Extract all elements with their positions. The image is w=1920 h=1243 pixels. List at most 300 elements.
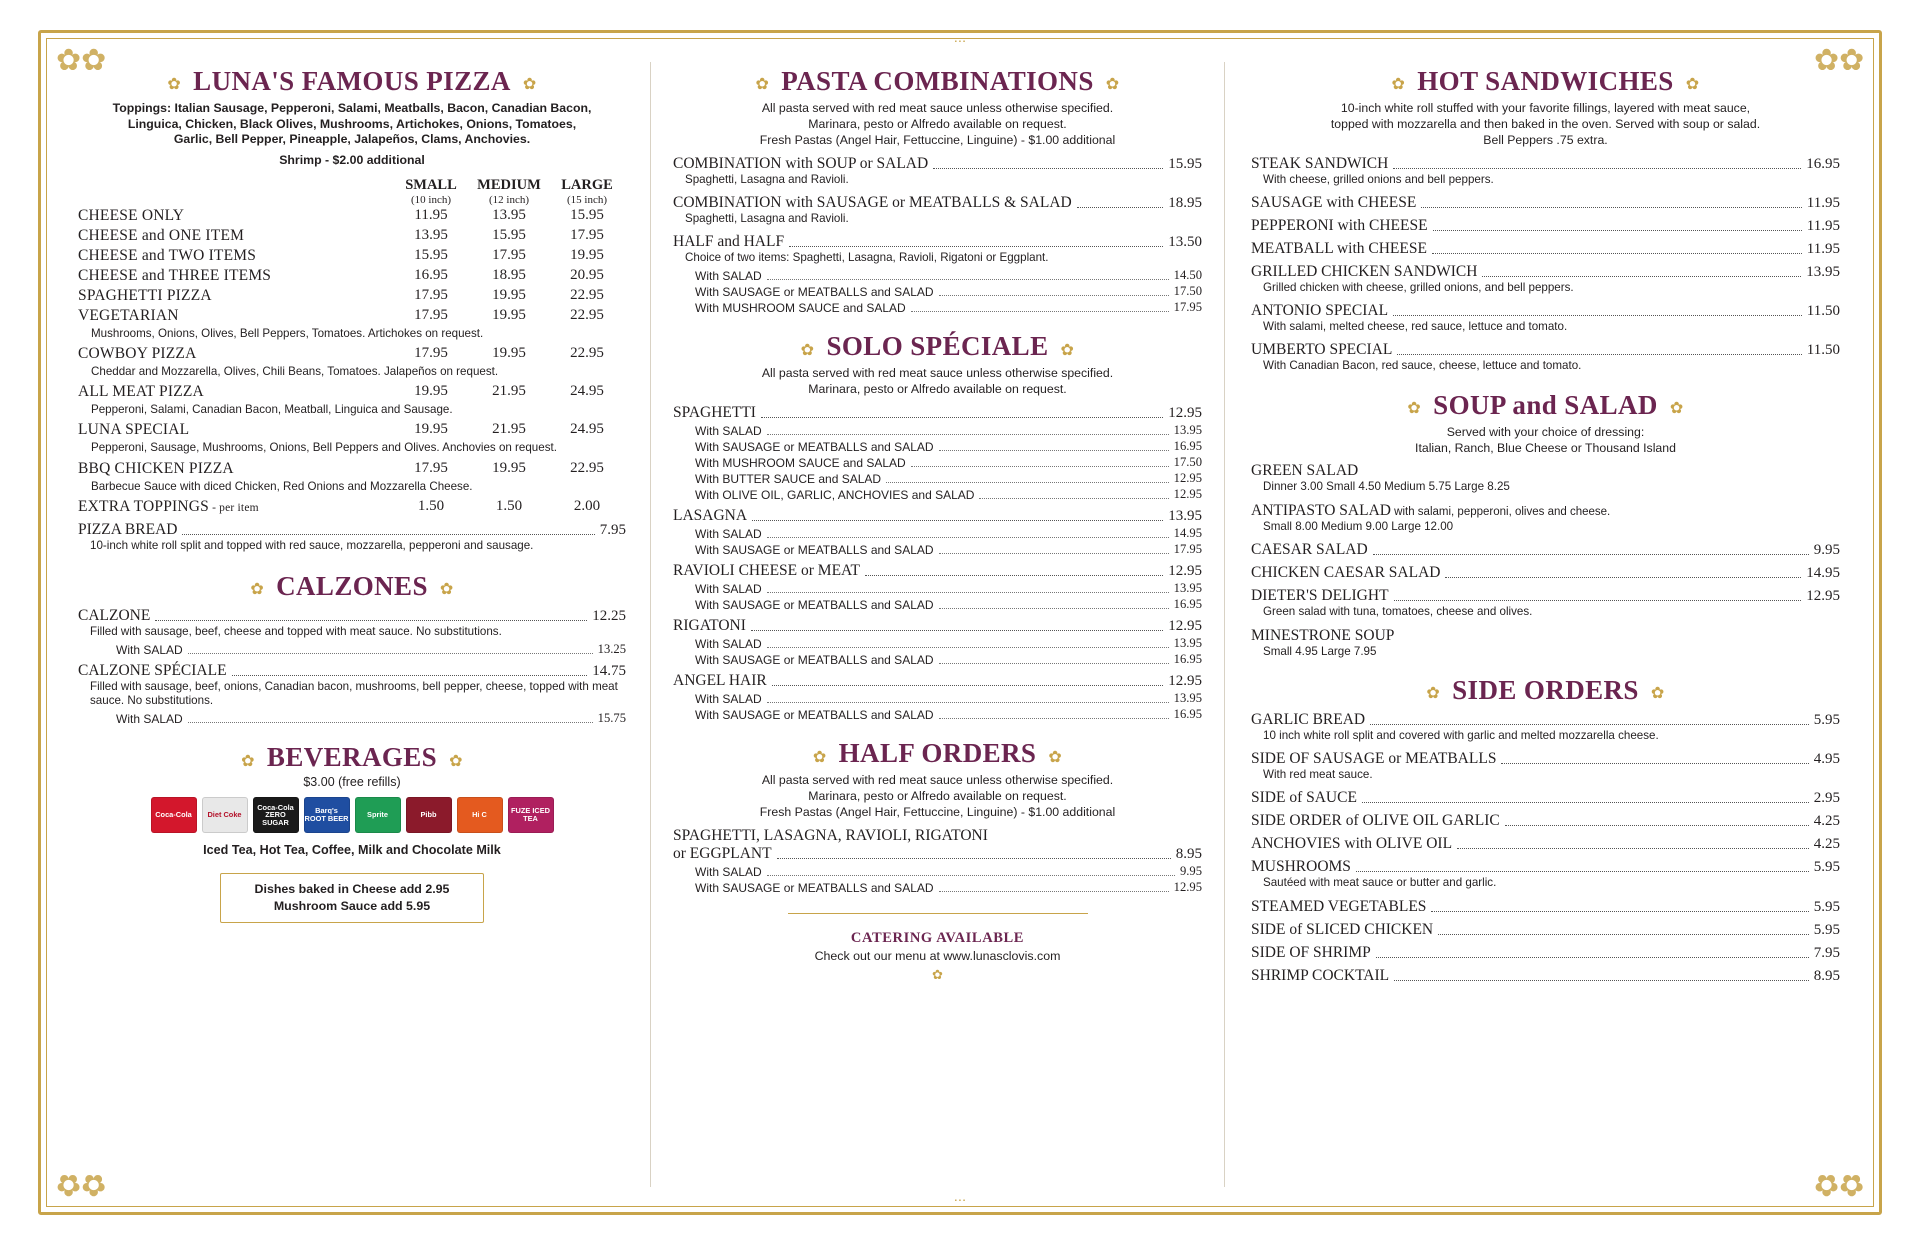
extras-box: Dishes baked in Cheese add 2.95 Mushroom Sauce add 5.95 xyxy=(220,873,484,922)
section-title-solo-speciale: ✿ SOLO SPÉCIALE ✿ xyxy=(673,331,1202,362)
dot-leader xyxy=(789,245,1163,247)
menu-item-side xyxy=(1251,789,1840,807)
menu-item-salad xyxy=(1251,502,1840,520)
subitem-price: 15.75 xyxy=(597,711,626,726)
menu-item-solo xyxy=(673,562,1202,580)
pizza-price: 24.95 xyxy=(570,421,604,438)
subitem-price: 13.95 xyxy=(1173,423,1202,438)
subitem-label: With SALAD xyxy=(695,865,762,880)
subitem-label: With SALAD xyxy=(695,692,762,707)
menu-item-sandwich xyxy=(1251,240,1840,258)
item-description: Cheddar and Mozzarella, Olives, Chili Beans, Tomatoes. Jalapeños on request. xyxy=(91,365,499,379)
beverage-logo-fuze-tea: FUZE ICED TEA xyxy=(508,797,554,833)
corner-flourish-icon: ✿✿ xyxy=(56,1168,107,1201)
menu-item-calzone xyxy=(78,662,626,680)
menu-item-sandwich xyxy=(1251,217,1840,235)
subitem-label: With SALAD xyxy=(695,269,762,284)
item-name: ANGEL HAIR xyxy=(673,672,767,690)
subitem-label: With SALAD xyxy=(695,527,762,542)
item-description: With red meat sauce. xyxy=(1263,768,1373,782)
subitem-label: With MUSHROOM SAUCE and SALAD xyxy=(695,301,906,316)
pizza-name: CHEESE and TWO ITEMS xyxy=(78,246,257,264)
hot-sandwich-notes: 10-inch white roll stuffed with your favorite fillings, layered with meat sauce, topped with mozzarella and then baked in the oven. Served with soup or salad. Bell Peppers .75 extra. xyxy=(1330,101,1761,147)
menu-subitem xyxy=(673,636,1202,651)
table-row xyxy=(78,246,626,266)
pizza-price: 19.95 xyxy=(492,345,526,362)
item-price: 11.50 xyxy=(1806,342,1840,359)
table-row xyxy=(78,226,626,246)
dot-leader xyxy=(1505,824,1809,826)
menu-subitem xyxy=(673,691,1202,706)
pizza-price: 22.95 xyxy=(570,459,604,476)
item-name: RAVIOLI CHEESE or MEAT xyxy=(673,562,860,580)
table-row xyxy=(78,286,626,306)
item-price: 12.95 xyxy=(1168,405,1202,422)
pizza-name: EXTRA TOPPINGS - per item xyxy=(78,497,259,515)
dot-leader xyxy=(1370,723,1809,725)
col-header-medium: MEDIUM (12 inch) xyxy=(477,176,541,206)
menu-subitem xyxy=(673,526,1202,541)
subitem-price: 16.95 xyxy=(1173,652,1202,667)
item-name: MINESTRONE SOUP xyxy=(1251,626,1395,644)
item-description: Grilled chicken with cheese, grilled onions, and bell peppers. xyxy=(1263,281,1574,295)
pizza-name: CHEESE and ONE ITEM xyxy=(78,226,245,244)
pizza-price: 15.95 xyxy=(570,206,604,223)
pizza-price: 17.95 xyxy=(414,459,448,476)
dot-leader xyxy=(761,416,1163,418)
dot-leader xyxy=(155,619,587,621)
dot-leader xyxy=(1356,870,1809,872)
item-price: 12.25 xyxy=(592,607,626,624)
item-description: 10-inch white roll split and topped with red sauce, mozzarella, pepperoni and sausage. xyxy=(90,538,534,552)
menu-item-solo xyxy=(673,672,1202,690)
menu-item-pasta-combination xyxy=(673,194,1202,212)
menu-item-side xyxy=(1251,750,1840,768)
beverage-logo-barq-s-root-beer: Barq's ROOT BEER xyxy=(304,797,350,833)
pizza-price: 21.95 xyxy=(492,421,526,438)
item-description: Barbecue Sauce with diced Chicken, Red Onions and Mozzarella Cheese. xyxy=(91,479,473,493)
dot-leader xyxy=(1482,275,1801,277)
item-name: SAUSAGE with CHEESE xyxy=(1251,194,1417,212)
subitem-price: 12.95 xyxy=(1173,487,1202,502)
item-name: STEAMED VEGETABLES xyxy=(1251,897,1427,915)
dot-leader xyxy=(1376,956,1809,958)
subitem-price: 14.50 xyxy=(1173,268,1202,283)
menu-subitem xyxy=(673,455,1202,470)
menu-subitem xyxy=(673,423,1202,438)
dot-leader xyxy=(767,701,1169,703)
dot-leader xyxy=(767,278,1169,280)
item-name: RIGATONI xyxy=(673,617,746,635)
dot-leader xyxy=(188,652,593,654)
menu-item-side xyxy=(1251,835,1840,853)
menu-item-side xyxy=(1251,921,1840,939)
col-header-small: SMALL (10 inch) xyxy=(405,176,457,206)
corner-flourish-icon: ✿✿ xyxy=(1813,44,1864,77)
dot-leader xyxy=(911,465,1169,467)
dot-leader xyxy=(1421,206,1801,208)
menu-item-sandwich xyxy=(1251,155,1840,173)
item-description: Mushrooms, Onions, Olives, Bell Peppers, Tomatoes. Artichokes on request. xyxy=(91,326,484,340)
pizza-name: ALL MEAT PIZZA xyxy=(78,383,204,401)
item-name: CAESAR SALAD xyxy=(1251,541,1368,559)
dot-leader xyxy=(939,717,1169,719)
col-header-large: LARGE (15 inch) xyxy=(561,176,613,206)
item-description: 10 inch white roll split and covered with garlic and melted mozzarella cheese. xyxy=(1263,729,1659,743)
subitem-price: 17.50 xyxy=(1173,455,1202,470)
item-name: COMBINATION with SOUP or SALAD xyxy=(673,154,929,172)
menu-item-sandwich xyxy=(1251,263,1840,281)
pizza-price: 19.95 xyxy=(414,383,448,400)
item-price: 16.95 xyxy=(1806,155,1840,172)
table-row xyxy=(78,459,626,479)
corner-flourish-icon: ✿✿ xyxy=(1813,1168,1864,1201)
item-price: 13.95 xyxy=(1168,508,1202,525)
pizza-price: 15.95 xyxy=(492,226,526,243)
subitem-label: With OLIVE OIL, GARLIC, ANCHOVIES and SALAD xyxy=(695,488,975,503)
column-center: ✿ PASTA COMBINATIONS ✿ All pasta served with red meat sauce unless otherwise specified. Marinara, pesto or Alfredo available on request. Fresh Pastas (Angel Hair, Fettuccine, Linguine) - $1.00 additional COMBINATION with SOUP or SALAD 15.95 Spaghetti, Lasagna and Ravioli. COMBINATION with SAUSAGE or MEATBALLS & SALAD 18.95 Spaghetti, Lasagna and Ravioli. HALF and HALF 13.50 Choice of two items: Spaghetti, Lasagna, Ravioli, Rigatoni or Eggplant. With SALAD 14.50 With SAUSAGE or MEATBALLS and SALAD 17.50 With MUSHROOM SAUCE and SALAD 17.95 ✿ SOLO SPÉCIALE ✿ All pasta served with red meat sauce unless otherwise specified. Marinara, pesto or Alfredo available on request. SPAGHETTI 12.95 With SALAD 13.95 With SAUSAGE or MEATBALLS and SALAD 16.95 With MUSHROOM SAUCE and SALAD 17.50 With BUTTER SAUCE and SALAD 12.95 With OLIVE OIL, GARLIC, ANCHOVIES and SALAD 12.95 LASAGNA 13.95 With SALAD 14.95 With SAUSAGE or MEATBALLS and SALAD 17.95 RAVIOLI CHEESE or MEAT 12.95 With SALAD 13.95 With SAUSAGE or MEATBALLS and SALAD 16.95 RIGATONI 12.95 With SALAD 13.95 With SAUSAGE or MEATBALLS and SALAD 16.95 ANGEL HAIR 12.95 With SALAD 13.95 With SAUSAGE or MEATBALLS and SALAD 16.95 ✿ HALF ORDERS ✿ All pasta served with red meat sauce unless otherwise specified. Marinara, pesto or Alfredo available on request. Fresh Pastas (Angel Hair, Fettuccine, Linguine) - $1.00 additional SPAGHETTI, LASAGNA, RAVIOLI, RIGATONI or EGGPLANT 8.95 With SALAD 9.95 With SAUSAGE or MEATBALLS and SALAD 12.95 CATERING AVAILABLE Check out our menu at www.lunasclovis.com ✿ xyxy=(650,62,1225,1187)
item-name: HALF and HALF xyxy=(673,233,785,251)
subitem-price: 17.95 xyxy=(1173,300,1202,315)
menu-item-sandwich xyxy=(1251,341,1840,359)
dot-leader xyxy=(182,533,594,535)
item-price: 5.95 xyxy=(1813,898,1840,915)
table-header-row xyxy=(78,175,626,206)
subitem-price: 13.95 xyxy=(1173,581,1202,596)
flourish-icon: ✿ xyxy=(250,579,265,599)
menu-item-side xyxy=(1251,967,1840,985)
pizza-price: 19.95 xyxy=(492,286,526,303)
item-price: 4.25 xyxy=(1813,813,1840,830)
menu-item-sandwich xyxy=(1251,194,1840,212)
dot-leader xyxy=(1438,933,1809,935)
pizza-toppings-note: Toppings: Italian Sausage, Pepperoni, Salami, Meatballs, Bacon, Canadian Bacon, Linguica, Chicken, Black Olives, Mushrooms, Artichokes, Onions, Tomatoes, Garlic, Bell Pepper, Pineapple, Jalapeños, Clams, Anchovies. Shrimp - $2.00 additional xyxy=(112,101,592,168)
item-price: 15.95 xyxy=(1168,155,1202,172)
pizza-price: 17.95 xyxy=(414,345,448,362)
item-price: 2.95 xyxy=(1813,790,1840,807)
bottom-ornament-icon: ⋅⋅⋅ xyxy=(953,1193,967,1208)
table-row xyxy=(78,344,626,364)
pizza-price: 19.95 xyxy=(414,421,448,438)
menu-subitem xyxy=(673,300,1202,315)
top-ornament-icon: ⋅⋅⋅ xyxy=(953,34,967,49)
menu-item-solo xyxy=(673,404,1202,422)
item-description: Choice of two items: Spaghetti, Lasagna, Ravioli, Rigatoni or Eggplant. xyxy=(685,251,1049,265)
dot-leader xyxy=(1397,353,1801,355)
menu-subitem xyxy=(673,581,1202,596)
pizza-price: 22.95 xyxy=(570,345,604,362)
menu-item-side xyxy=(1251,858,1840,876)
item-name: SIDE ORDER of OLIVE OIL GARLIC xyxy=(1251,812,1500,830)
section-title-pizza: ✿ LUNA'S FAMOUS PIZZA ✿ xyxy=(78,66,626,97)
column-right xyxy=(1225,62,1850,1187)
item-description: Pepperoni, Sausage, Mushrooms, Onions, Bell Peppers and Olives. Anchovies on request. xyxy=(91,441,557,455)
item-name: SHRIMP COCKTAIL xyxy=(1251,966,1390,984)
flourish-icon: ✿ xyxy=(1060,339,1075,359)
dot-leader xyxy=(767,874,1175,876)
subitem-label: With BUTTER SAUCE and SALAD xyxy=(695,472,882,487)
menu-subitem xyxy=(673,471,1202,486)
menu-item-solo xyxy=(673,617,1202,635)
menu-subitem xyxy=(673,284,1202,299)
menu-item-calzone xyxy=(78,607,626,625)
pizza-price: 17.95 xyxy=(570,226,604,243)
subitem-label: With SAUSAGE or MEATBALLS and SALAD xyxy=(695,440,934,455)
dot-leader xyxy=(751,629,1163,631)
flourish-icon: ✿ xyxy=(812,746,827,766)
dot-leader xyxy=(939,890,1169,892)
pizza-price: 1.50 xyxy=(417,497,445,514)
subitem-label: With MUSHROOM SAUCE and SALAD xyxy=(695,456,906,471)
subitem-label: With SALAD xyxy=(116,642,183,657)
pizza-price: 13.95 xyxy=(492,206,526,223)
item-description: Green salad with tuna, tomatoes, cheese and olives. xyxy=(1263,605,1533,619)
item-name: SPAGHETTI xyxy=(673,404,756,422)
menu-subitem xyxy=(673,880,1202,895)
pizza-price: 2.00 xyxy=(573,497,601,514)
dot-leader xyxy=(1373,553,1809,555)
table-row xyxy=(78,497,626,517)
item-price: 11.95 xyxy=(1806,218,1840,235)
beverages-other-note: Iced Tea, Hot Tea, Coffee, Milk and Chocolate Milk xyxy=(203,843,501,858)
item-name: LASAGNA xyxy=(673,507,748,525)
item-price: 12.95 xyxy=(1806,588,1840,605)
pizza-name: SPAGHETTI PIZZA xyxy=(78,286,212,304)
subitem-price: 16.95 xyxy=(1173,439,1202,454)
subitem-price: 12.95 xyxy=(1173,471,1202,486)
dot-leader xyxy=(939,449,1169,451)
dot-leader xyxy=(1394,599,1802,601)
flourish-icon: ✿ xyxy=(755,74,770,94)
pizza-price: 11.95 xyxy=(414,206,448,223)
item-description: Sautéed with meat sauce or butter and garlic. xyxy=(1263,876,1497,890)
item-name: STEAK SANDWICH xyxy=(1251,154,1389,172)
table-row xyxy=(78,382,626,402)
item-price: 11.50 xyxy=(1806,303,1840,320)
dot-leader xyxy=(232,674,588,676)
beverage-logo-pibb-xtra: Pibb xyxy=(406,797,452,833)
pizza-price: 22.95 xyxy=(570,286,604,303)
item-name: GREEN SALAD xyxy=(1251,462,1359,480)
item-price: 11.95 xyxy=(1806,195,1840,212)
menu-item-pizza-bread: PIZZA BREAD 7.95 xyxy=(78,520,626,538)
flourish-icon: ✿ xyxy=(1105,74,1120,94)
menu-item-salad xyxy=(1251,587,1840,605)
section-title-calzones: ✿ CALZONES ✿ xyxy=(78,571,626,602)
dot-leader xyxy=(188,721,593,723)
item-description: With cheese, grilled onions and bell peppers. xyxy=(1263,172,1494,186)
item-description: With salami, melted cheese, red sauce, lettuce and tomato. xyxy=(1263,320,1568,334)
menu-item-side xyxy=(1251,898,1840,916)
item-price: 18.95 xyxy=(1168,195,1202,212)
table-row xyxy=(78,306,626,326)
pizza-price: 19.95 xyxy=(570,246,604,263)
catering-block xyxy=(673,913,1202,983)
pizza-price: 24.95 xyxy=(570,383,604,400)
subitem-label: With SALAD xyxy=(695,637,762,652)
dot-leader xyxy=(1445,576,1801,578)
item-price: 12.95 xyxy=(1168,563,1202,580)
catering-title: CATERING AVAILABLE xyxy=(850,930,1025,947)
pizza-name: VEGETARIAN xyxy=(78,306,179,324)
menu-item-sandwich xyxy=(1251,302,1840,320)
dot-leader xyxy=(1393,167,1801,169)
pizza-price: 18.95 xyxy=(492,266,526,283)
table-row xyxy=(78,266,626,286)
menu-item-side xyxy=(1251,812,1840,830)
menu-subitem xyxy=(673,487,1202,502)
pizza-name: CHEESE ONLY xyxy=(78,206,185,224)
subitem-price: 13.95 xyxy=(1173,636,1202,651)
divider xyxy=(788,913,1088,924)
pizza-price: 22.95 xyxy=(570,306,604,323)
item-description: With Canadian Bacon, red sauce, cheese, lettuce and tomato. xyxy=(1263,359,1582,373)
soup-salad-notes: Served with your choice of dressing: Italian, Ranch, Blue Cheese or Thousand Island xyxy=(1415,424,1676,455)
item-price: 4.95 xyxy=(1813,751,1840,768)
subitem-label: With SAUSAGE or MEATBALLS and SALAD xyxy=(695,285,934,300)
flourish-icon: ✿ xyxy=(522,74,537,94)
menu-item-half-orders: SPAGHETTI, LASAGNA, RAVIOLI, RIGATONI xyxy=(673,827,988,845)
pizza-price: 19.95 xyxy=(492,306,526,323)
dot-leader xyxy=(1362,801,1809,803)
beverages-price-note: $3.00 (free refills) xyxy=(303,775,401,790)
flourish-icon: ✿ xyxy=(1391,74,1406,94)
pizza-price-table xyxy=(78,175,626,517)
item-name: SIDE of SAUCE xyxy=(1251,789,1357,807)
subitem-price: 9.95 xyxy=(1179,864,1202,879)
item-description: Filled with sausage, beef, cheese and topped with meat sauce. No substitutions. xyxy=(90,624,502,638)
section-title-soup-salad: ✿ SOUP and SALAD ✿ xyxy=(1251,390,1840,421)
item-price: 5.95 xyxy=(1813,859,1840,876)
item-name: COMBINATION with SAUSAGE or MEATBALLS & SALAD xyxy=(673,194,1072,212)
subitem-price: 16.95 xyxy=(1173,707,1202,722)
flourish-icon: ✿ xyxy=(800,339,815,359)
item-price: 12.95 xyxy=(1168,618,1202,635)
pizza-price: 19.95 xyxy=(492,459,526,476)
menu-subitem xyxy=(673,268,1202,283)
item-name: DIETER'S DELIGHT xyxy=(1251,587,1389,605)
pasta-notes: All pasta served with red meat sauce unless otherwise specified. Marinara, pesto or Alfredo available on request. Fresh Pastas (Angel Hair, Fettuccine, Linguine) - $1.00 additional xyxy=(759,101,1116,147)
solo-notes: All pasta served with red meat sauce unless otherwise specified. Marinara, pesto or Alfredo available on request. xyxy=(761,366,1114,397)
dot-leader xyxy=(767,536,1169,538)
item-price: 7.95 xyxy=(1813,944,1840,961)
section-title-pasta-combinations: ✿ PASTA COMBINATIONS ✿ xyxy=(673,66,1202,97)
pizza-name: CHEESE and THREE ITEMS xyxy=(78,266,272,284)
subitem-label: With SALAD xyxy=(695,582,762,597)
item-price: 14.75 xyxy=(592,662,626,679)
subitem-label: With SALAD xyxy=(695,424,762,439)
beverage-logo-sprite: Sprite xyxy=(355,797,401,833)
item-price: 4.25 xyxy=(1813,836,1840,853)
item-name: GARLIC BREAD xyxy=(1251,711,1366,729)
dot-leader xyxy=(1394,979,1809,981)
flourish-icon: ✿ xyxy=(1426,683,1441,703)
menu-subitem xyxy=(673,707,1202,722)
pizza-name: COWBOY PIZZA xyxy=(78,345,197,363)
dot-leader xyxy=(1077,206,1164,208)
subitem-label: With SAUSAGE or MEATBALLS and SALAD xyxy=(695,543,934,558)
dot-leader xyxy=(865,574,1163,576)
dot-leader xyxy=(767,433,1169,435)
menu-item-pasta-combination xyxy=(673,155,1202,173)
item-price: 5.95 xyxy=(1813,712,1840,729)
item-description: Spaghetti, Lasagna and Ravioli. xyxy=(685,212,849,226)
dot-leader xyxy=(1457,847,1809,849)
menu-item-side xyxy=(1251,711,1840,729)
dot-leader xyxy=(911,310,1169,312)
subitem-price: 17.95 xyxy=(1173,542,1202,557)
dot-leader xyxy=(979,497,1168,499)
item-price: 8.95 xyxy=(1813,967,1840,984)
flourish-icon: ✿ xyxy=(1669,397,1684,417)
flourish-icon: ✿ xyxy=(241,750,255,770)
item-price: 5.95 xyxy=(1813,921,1840,938)
pizza-price: 15.95 xyxy=(414,246,448,263)
pizza-name: LUNA SPECIAL xyxy=(78,421,190,439)
catering-website[interactable]: Check out our menu at www.lunasclovis.com xyxy=(814,949,1061,964)
section-title-side-orders: ✿ SIDE ORDERS ✿ xyxy=(1251,675,1840,706)
section-title-half-orders: ✿ HALF ORDERS ✿ xyxy=(673,738,1202,769)
subitem-label: With SAUSAGE or MEATBALLS and SALAD xyxy=(695,598,934,613)
dot-leader xyxy=(1393,314,1802,316)
menu-subitem xyxy=(673,652,1202,667)
item-name: SIDE OF SHRIMP xyxy=(1251,943,1371,961)
item-name: UMBERTO SPECIAL xyxy=(1251,341,1393,359)
pizza-price: 21.95 xyxy=(492,383,526,400)
beverage-logo-diet-coke: Diet Coke xyxy=(202,797,248,833)
subitem-price: 14.95 xyxy=(1173,526,1202,541)
item-sizes: Small 8.00 Medium 9.00 Large 12.00 xyxy=(1263,519,1454,533)
item-name: CHICKEN CAESAR SALAD xyxy=(1251,564,1441,582)
half-orders-notes: All pasta served with red meat sauce unless otherwise specified. Marinara, pesto or Alfredo available on request. Fresh Pastas (Angel Hair, Fettuccine, Linguine) - $1.00 additional xyxy=(759,773,1116,820)
beverage-logo-coca-cola: Coca-Cola xyxy=(151,797,197,833)
item-name: MUSHROOMS xyxy=(1251,858,1351,876)
subitem-price: 13.95 xyxy=(1173,691,1202,706)
menu-item-salad xyxy=(1251,627,1840,645)
item-name: CALZONE xyxy=(78,606,151,624)
item-description: Pepperoni, Salami, Canadian Bacon, Meatball, Linguica and Sausage. xyxy=(91,403,453,417)
item-description: Filled with sausage, beef, onions, Canadian bacon, mushrooms, bell pepper, cheese, topped with meat sauce. No substitutions. xyxy=(90,679,618,708)
item-price: 12.95 xyxy=(1168,673,1202,690)
subitem-label: With SALAD xyxy=(116,712,183,727)
dot-leader xyxy=(886,481,1169,483)
section-title-hot-sandwiches: ✿ HOT SANDWICHES ✿ xyxy=(1251,66,1840,97)
dot-leader xyxy=(939,294,1169,296)
section-title-beverages: ✿ BEVERAGES ✿ xyxy=(78,742,626,773)
dot-leader xyxy=(1432,252,1802,254)
dot-leader xyxy=(939,662,1169,664)
dot-leader xyxy=(939,552,1169,554)
flourish-icon: ✿ xyxy=(167,74,182,94)
dot-leader xyxy=(933,167,1163,169)
beverage-logo-row xyxy=(78,797,626,833)
menu-subitem xyxy=(673,597,1202,612)
menu-subitem xyxy=(673,439,1202,454)
column-left xyxy=(70,62,650,1187)
menu-subitem xyxy=(78,711,626,726)
dot-leader xyxy=(939,607,1169,609)
subitem-label: With SAUSAGE or MEATBALLS and SALAD xyxy=(695,653,934,668)
item-name: SIDE OF SAUSAGE or MEATBALLS xyxy=(1251,750,1497,768)
dot-leader xyxy=(752,519,1163,521)
dot-leader xyxy=(772,684,1164,686)
dot-leader xyxy=(1433,229,1802,231)
menu-item-salad xyxy=(1251,564,1840,582)
item-price: 9.95 xyxy=(1813,542,1840,559)
pizza-name: BBQ CHICKEN PIZZA xyxy=(78,459,234,477)
item-price: 14.95 xyxy=(1806,565,1840,582)
subitem-price: 17.50 xyxy=(1173,284,1202,299)
